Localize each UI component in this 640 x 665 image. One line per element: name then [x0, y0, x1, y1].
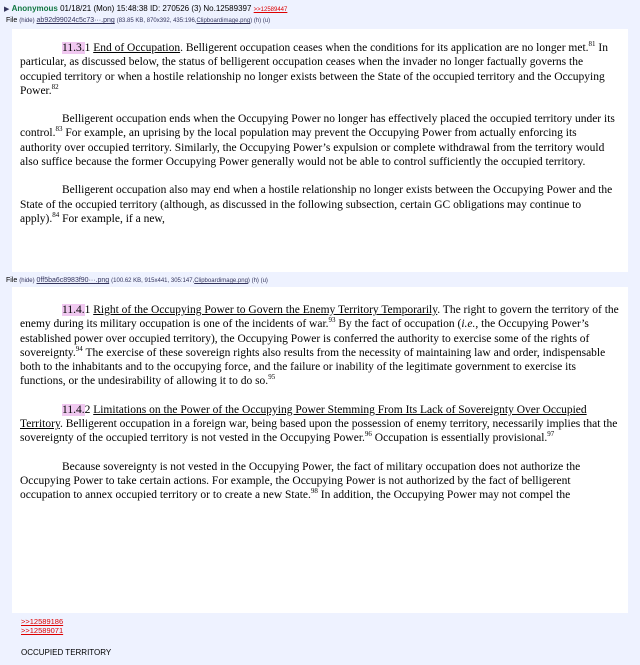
footnote-ref: 81 — [588, 40, 596, 49]
section-heading: Limitations on the Power of the Occupying Power Stemming From Its Lack of Sovereignty Over Occupied Territory — [20, 403, 587, 431]
doc-text: By the fact of occupation ( — [335, 318, 462, 331]
footnote-ref: 97 — [547, 430, 555, 439]
file-info-2 — [6, 276, 268, 286]
section-number-tail: 1 — [84, 304, 91, 316]
poster-name: Anonymous — [11, 4, 58, 13]
footnote-ref: 83 — [55, 125, 63, 134]
hide-file-link[interactable]: (hide) — [19, 278, 35, 284]
doc-text: Because sovereignty is not vested in the Occupying Power, the fact of military occupation does not authorize the Occupying Power to take certain actions. For example, the Occupying Power is not authorized by the fact of belligerent occupation to annex occupied territory or to create a new State. — [20, 460, 581, 502]
post-subject-text: OCCUPIED TERRITORY — [21, 648, 112, 657]
document-image-1[interactable] — [12, 29, 628, 272]
doc-text-italic: i.e. — [461, 318, 476, 331]
doc-text: For example, an uprising by the local population may prevent the Occupying Power from actually enforcing its authority over occupied territory. Similarly, the Occupying Power’s expulsion or complete withdrawal from the territory would also suffice because the former Occupying Power generally would not be able to control sufficiently the occupied territory. — [20, 127, 605, 169]
section-number: 11.3. — [62, 42, 85, 54]
section-number: 11.4. — [62, 403, 85, 416]
doc-text: . Belligerent occupation in a foreign war, being based upon the possession of enemy territory, necessarily implies that the sovereignty of the occupied territory is not vested in the Occupying Power. — [20, 418, 618, 445]
file-actions[interactable]: ) (h) (u) — [247, 278, 268, 284]
post-menu-triangle-icon[interactable]: ▶ — [4, 6, 10, 13]
section-heading: Right of the Occupying Power to Govern the Enemy Territory Temporarily — [93, 304, 438, 316]
footnote-ref: 95 — [268, 373, 276, 382]
footnote-ref: 82 — [51, 83, 59, 92]
section-number: 11.4. — [62, 304, 85, 316]
file-info-1 — [6, 16, 270, 26]
doc-text: . The right to govern the territory of the enemy during its military occupation is one of the incidents of war. — [20, 304, 619, 331]
backlinks — [21, 617, 63, 635]
backlink-1[interactable]: >>12589186 — [21, 617, 64, 626]
doc-text: The exercise of these sovereign rights also results from the necessity of maintaining law and order, indispensable both to the inhabitants and to the occupying force, and the failure or inability of the legitimate government to exercise its functions, or the undesirability of allowing it to do so. — [20, 346, 606, 388]
file-label: File — [6, 277, 18, 284]
doc-text: , the Occupying Power’s established power over occupied territory), the Occupying Power is conferred the authority to exercise some of the rights of sovereignty. — [20, 318, 590, 359]
footnote-ref: 93 — [328, 316, 336, 325]
file-meta: (83.85 KB, 870x392, 435:196, — [116, 18, 197, 24]
section-heading: End of Occupation — [93, 42, 181, 54]
hide-file-link[interactable]: (hide) — [19, 18, 35, 24]
doc-text: Belligerent occupation ends when the Occupying Power no longer has effectively placed the occupied territory under its control. — [20, 113, 615, 140]
footnote-ref: 94 — [75, 345, 83, 354]
poster-id-label: ID: — [149, 4, 161, 13]
backlink-2[interactable]: >>12589071 — [21, 626, 64, 635]
clipboard-image-link[interactable]: Clipboardimage.png — [196, 18, 251, 24]
poster-id[interactable]: 270526 — [162, 4, 190, 13]
file-label: File — [6, 17, 18, 24]
section-number-tail: 2 — [84, 403, 91, 416]
footnote-ref: 84 — [52, 211, 60, 220]
doc-text: Occupation is essentially provisional. — [371, 432, 548, 445]
file-actions[interactable]: ) (h) (u) — [250, 18, 271, 24]
file-name-link[interactable]: 0ff5ba6c8983f90···.png — [36, 277, 110, 284]
post-number[interactable]: No.12589397 — [203, 4, 252, 13]
clipboard-image-link[interactable]: Clipboardimage.png — [194, 278, 248, 284]
post-header — [4, 4, 287, 15]
doc-text: For example, if a new, — [59, 212, 165, 225]
file-meta: (100.62 KB, 915x441, 305:147, — [111, 278, 195, 284]
section-number-tail: 1 — [84, 42, 91, 54]
doc-text: . Belligerent occupation ceases when the conditions for its application are no longer met. — [180, 42, 589, 54]
poster-id-count: (3) — [191, 4, 202, 13]
doc-text: Belligerent occupation also may end when a hostile relationship no longer exists between the Occupying Power and the State of the occupied territory (although, as discussed in the following subsection, certain GC obligations may continue to apply). — [20, 184, 613, 225]
doc-text: In particular, as discussed below, the status of belligerent occupation ceases when the invader no longer factually governs the occupied territory or when a hostile relationship no longer exists between the State of the occupied territory and the Occupying Power. — [20, 42, 608, 97]
footnote-ref: 96 — [364, 430, 372, 439]
footnote-ref: 98 — [310, 487, 318, 496]
file-name-link[interactable]: ab92d99024c5c73···.png — [36, 17, 115, 24]
document-image-2[interactable] — [12, 287, 628, 613]
reply-backlink[interactable]: >>12589447 — [253, 7, 288, 13]
post-datetime: 01/18/21 (Mon) 15:48:38 — [60, 4, 148, 13]
doc-text: In addition, the Occupying Power may not compel the — [317, 489, 571, 502]
